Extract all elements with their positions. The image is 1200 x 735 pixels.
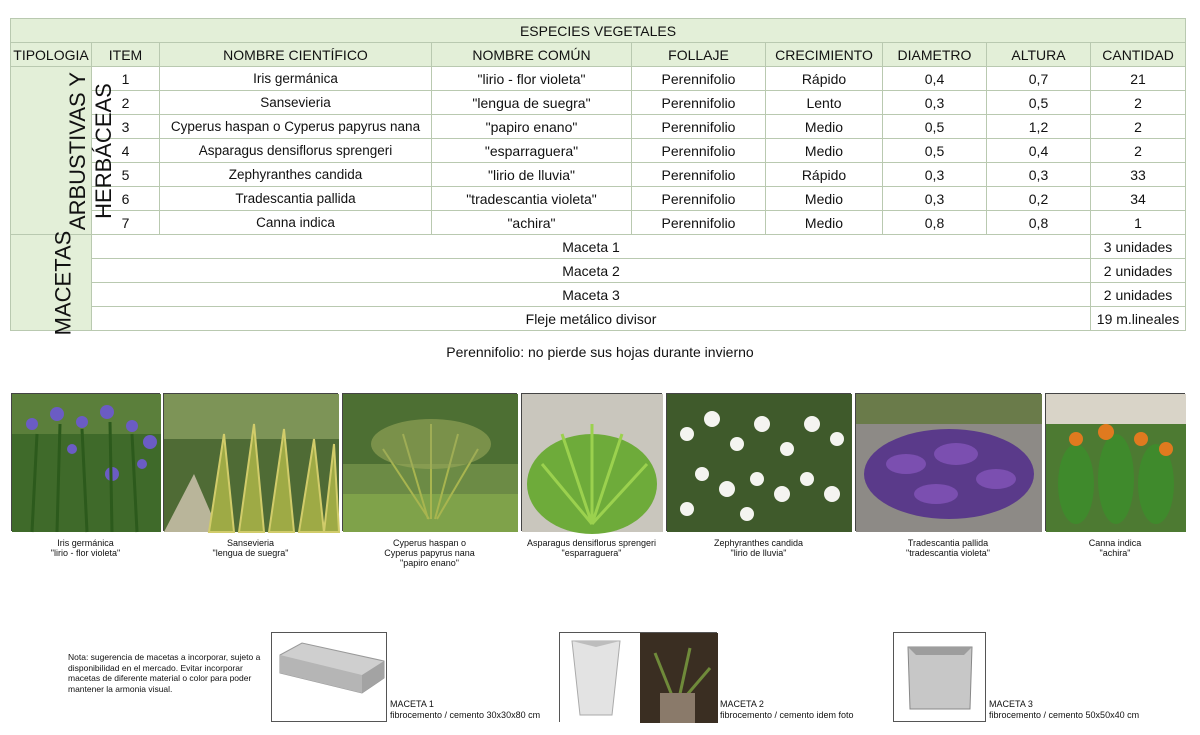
col-header-height: ALTURA bbox=[987, 43, 1091, 67]
cell-foliage: Perennifolio bbox=[632, 163, 766, 187]
cell-foliage: Perennifolio bbox=[632, 115, 766, 139]
group-label-shrubs: ARBUSTIVAS Y HERBÁCEAS bbox=[11, 67, 92, 235]
cell-item: 7 bbox=[92, 211, 160, 235]
cell-diameter: 0,3 bbox=[883, 187, 987, 211]
table-row bbox=[11, 115, 1186, 139]
col-header-tipologia: TIPOLOGIA bbox=[11, 43, 92, 67]
cell-growth: Rápido bbox=[766, 67, 883, 91]
cell-scientific: Zephyranthes candida bbox=[160, 163, 432, 187]
cell-scientific: Sansevieria bbox=[160, 91, 432, 115]
cell-item: 3 bbox=[92, 115, 160, 139]
col-header-quantity: CANTIDAD bbox=[1091, 43, 1186, 67]
cell-item: 1 bbox=[92, 67, 160, 91]
col-header-growth: CRECIMIENTO bbox=[766, 43, 883, 67]
iris-photo bbox=[11, 393, 160, 531]
asparagus-photo bbox=[521, 393, 662, 531]
tradescantia-caption: Tradescantia pallida "tradescantia violeta" bbox=[906, 538, 990, 558]
canna-caption: Canna indica "achira" bbox=[1088, 538, 1142, 558]
cell-foliage: Perennifolio bbox=[632, 187, 766, 211]
cell-height: 0,4 bbox=[987, 139, 1091, 163]
pot-row bbox=[11, 235, 1186, 259]
table-row bbox=[11, 139, 1186, 163]
col-header-diameter: DIAMETRO bbox=[883, 43, 987, 67]
pot-2-caption: MACETA 2 fibrocemento / cemento idem foto bbox=[720, 699, 854, 720]
table-row bbox=[11, 163, 1186, 187]
pot-row bbox=[11, 259, 1186, 283]
cell-common: "lirio de lluvia" bbox=[432, 163, 632, 187]
pot-quantity: 2 unidades bbox=[1091, 283, 1186, 307]
species-table bbox=[10, 18, 1186, 335]
iris-caption: Iris germánica "lirio - flor violeta" bbox=[50, 538, 121, 558]
pot-name: Maceta 2 bbox=[92, 259, 1091, 283]
cell-growth: Lento bbox=[766, 91, 883, 115]
cell-common: "lengua de suegra" bbox=[432, 91, 632, 115]
cell-quantity: 2 bbox=[1091, 115, 1186, 139]
cell-height: 0,5 bbox=[987, 91, 1091, 115]
cell-height: 0,2 bbox=[987, 187, 1091, 211]
col-header-foliage: FOLLAJE bbox=[632, 43, 766, 67]
table-row bbox=[11, 187, 1186, 211]
col-header-scientific-name: NOMBRE CIENTÍFICO bbox=[160, 43, 432, 67]
cell-height: 0,3 bbox=[987, 163, 1091, 187]
cell-item: 4 bbox=[92, 139, 160, 163]
cell-growth: Rápido bbox=[766, 163, 883, 187]
cell-growth: Medio bbox=[766, 139, 883, 163]
cell-growth: Medio bbox=[766, 187, 883, 211]
cell-height: 0,7 bbox=[987, 67, 1091, 91]
cell-foliage: Perennifolio bbox=[632, 91, 766, 115]
table-row bbox=[11, 211, 1186, 235]
zephyranthes-photo bbox=[666, 393, 851, 531]
pot-quantity: 19 m.lineales bbox=[1091, 307, 1186, 331]
cell-scientific: Tradescantia pallida bbox=[160, 187, 432, 211]
cyperus-photo bbox=[342, 393, 517, 531]
cell-quantity: 21 bbox=[1091, 67, 1186, 91]
cell-diameter: 0,3 bbox=[883, 91, 987, 115]
cell-common: "tradescantia violeta" bbox=[432, 187, 632, 211]
cell-quantity: 33 bbox=[1091, 163, 1186, 187]
tradescantia-photo bbox=[855, 393, 1041, 531]
pot-1-caption: MACETA 1 fibrocemento / cemento 30x30x80 cm bbox=[390, 699, 541, 720]
pot-1-photo bbox=[271, 632, 387, 722]
group-label-pots: MACETAS bbox=[11, 235, 92, 331]
cell-scientific: Canna indica bbox=[160, 211, 432, 235]
cell-item: 2 bbox=[92, 91, 160, 115]
cell-diameter: 0,5 bbox=[883, 115, 987, 139]
cell-quantity: 2 bbox=[1091, 91, 1186, 115]
cell-quantity: 34 bbox=[1091, 187, 1186, 211]
cell-scientific: Asparagus densiflorus sprengeri bbox=[160, 139, 432, 163]
sansevieria-photo bbox=[163, 393, 338, 531]
cell-scientific: Iris germánica bbox=[160, 67, 432, 91]
cell-growth: Medio bbox=[766, 211, 883, 235]
cell-common: "lirio - flor violeta" bbox=[432, 67, 632, 91]
pot-name: Fleje metálico divisor bbox=[92, 307, 1091, 331]
table-row bbox=[11, 91, 1186, 115]
pot-3-photo bbox=[893, 632, 986, 722]
zephyranthes-caption: Zephyranthes candida "lirio de lluvia" bbox=[713, 538, 804, 558]
cell-common: "achira" bbox=[432, 211, 632, 235]
cell-foliage: Perennifolio bbox=[632, 211, 766, 235]
cell-common: "esparraguera" bbox=[432, 139, 632, 163]
cell-diameter: 0,4 bbox=[883, 67, 987, 91]
cell-quantity: 2 bbox=[1091, 139, 1186, 163]
cell-foliage: Perennifolio bbox=[632, 67, 766, 91]
cell-common: "papiro enano" bbox=[432, 115, 632, 139]
pot-row bbox=[11, 283, 1186, 307]
canna-photo bbox=[1045, 393, 1185, 531]
pot-row bbox=[11, 307, 1186, 331]
cell-foliage: Perennifolio bbox=[632, 139, 766, 163]
pot-3-caption: MACETA 3 fibrocemento / cemento 50x50x40 cm bbox=[989, 699, 1140, 720]
pot-quantity: 3 unidades bbox=[1091, 235, 1186, 259]
cell-quantity: 1 bbox=[1091, 211, 1186, 235]
cell-growth: Medio bbox=[766, 115, 883, 139]
pot-name: Maceta 3 bbox=[92, 283, 1091, 307]
cell-diameter: 0,3 bbox=[883, 163, 987, 187]
cell-height: 0,8 bbox=[987, 211, 1091, 235]
asparagus-caption: Asparagus densiflorus sprengeri "esparraguera" bbox=[526, 538, 657, 558]
col-header-item: ITEM bbox=[92, 43, 160, 67]
cell-item: 6 bbox=[92, 187, 160, 211]
table-title: ESPECIES VEGETALES bbox=[11, 19, 1186, 43]
foliage-footnote: Perennifolio: no pierde sus hojas durante invierno bbox=[446, 344, 754, 360]
pot-name: Maceta 1 bbox=[92, 235, 1091, 259]
cell-height: 1,2 bbox=[987, 115, 1091, 139]
cell-diameter: 0,8 bbox=[883, 211, 987, 235]
pot-quantity: 2 unidades bbox=[1091, 259, 1186, 283]
pot-2-photo bbox=[559, 632, 717, 722]
table-row bbox=[11, 67, 1186, 91]
pot-suggestion-note: Nota: sugerencia de macetas a incorporar, sujeto a disponibilidad en el mercado. Evitar incorporar macetas de diferente material o color para poder mantener la armonia visual. bbox=[68, 652, 261, 694]
cell-diameter: 0,5 bbox=[883, 139, 987, 163]
col-header-common-name: NOMBRE COMÚN bbox=[432, 43, 632, 67]
cell-item: 5 bbox=[92, 163, 160, 187]
cyperus-caption: Cyperus haspan o Cyperus papyrus nana "papiro enano" bbox=[384, 538, 475, 568]
cell-scientific: Cyperus haspan o Cyperus papyrus nana bbox=[160, 115, 432, 139]
sansevieria-caption: Sansevieria "lengua de suegra" bbox=[212, 538, 289, 558]
